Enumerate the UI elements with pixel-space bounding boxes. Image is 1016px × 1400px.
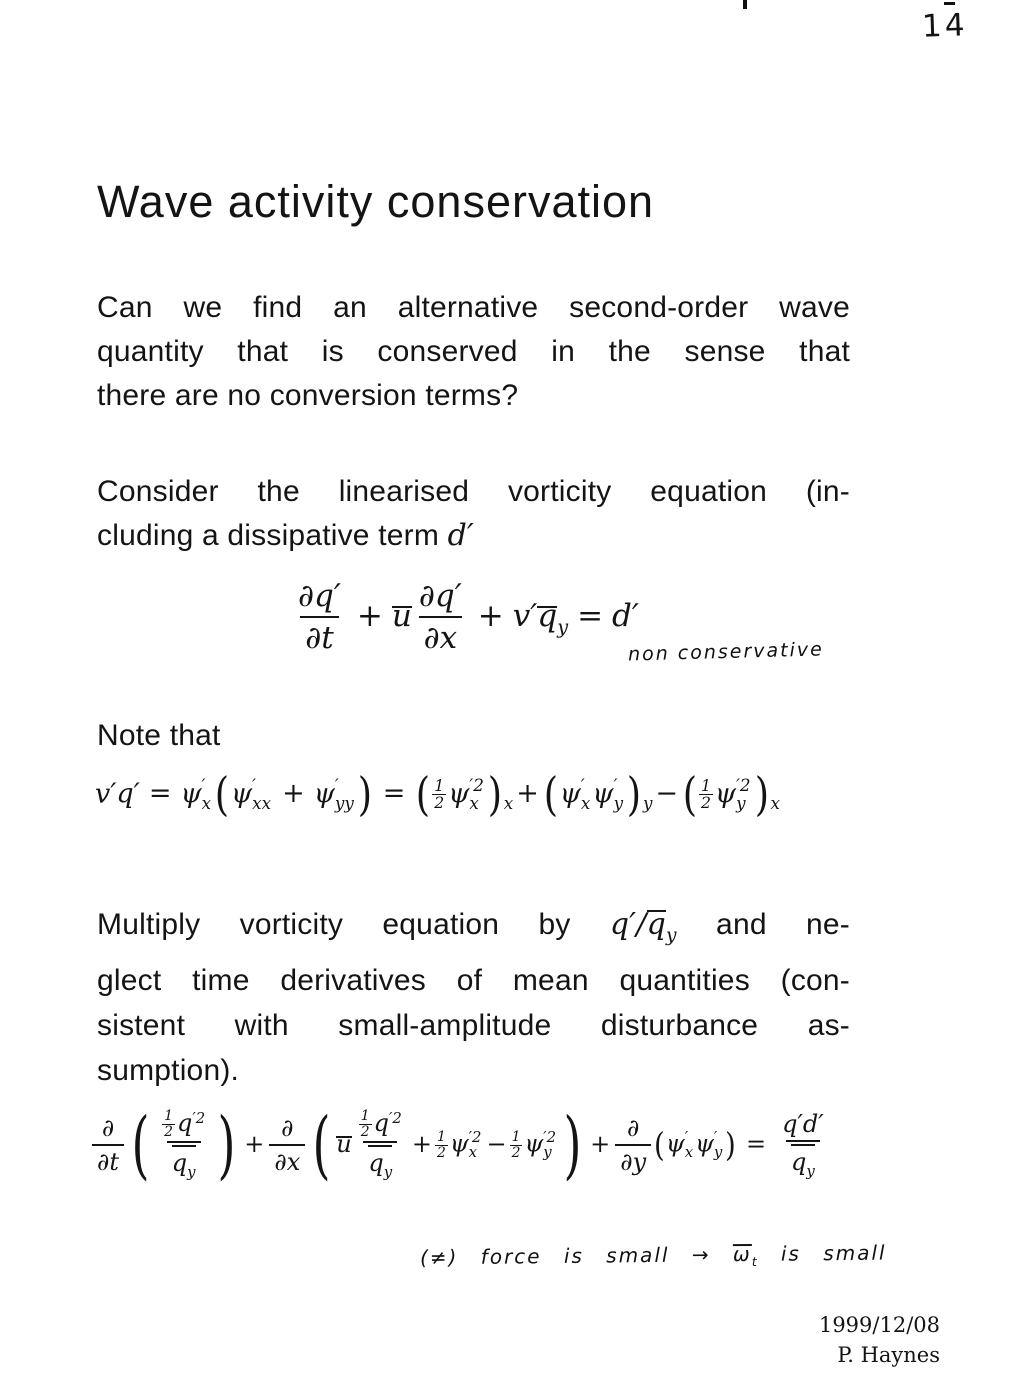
note-that-heading: Note that <box>97 719 221 752</box>
math-operator: + <box>411 1129 432 1158</box>
math-operator: + <box>244 1129 265 1158</box>
math-fraction <box>354 1109 407 1181</box>
math-subscript: y <box>806 1161 815 1180</box>
math-sub: y <box>736 792 746 813</box>
math-paren: ) <box>725 1126 737 1165</box>
math-operator: + <box>477 598 504 635</box>
math-psi: ψ <box>313 778 335 810</box>
math-sub: yy <box>334 792 354 813</box>
math-slash: / <box>636 907 647 942</box>
math-sup: ′ <box>713 1127 718 1146</box>
math-sup: ′ <box>201 775 206 796</box>
math-sup: ′ <box>252 775 256 796</box>
math-big-paren: ( <box>131 1101 150 1188</box>
text-line: sumption). <box>97 1054 240 1087</box>
text-fragment: cluding a dissipative term <box>97 519 448 552</box>
math-psi: ψ <box>180 778 202 810</box>
math-numerator: ∂ <box>627 1113 640 1142</box>
math-psi: ψ <box>695 1129 714 1158</box>
math-denominator: ∂x <box>419 616 463 657</box>
hand-prefix: (≠) <box>419 1245 459 1270</box>
math-fraction <box>157 1109 210 1181</box>
math-operator: = <box>745 1129 767 1158</box>
math-denominator: ∂y <box>615 1144 651 1177</box>
page-number: 14 <box>921 7 969 45</box>
hand-subscript: t <box>751 1253 759 1269</box>
math-numerator <box>354 1109 407 1141</box>
paragraph-consider <box>97 470 850 558</box>
hand-text: force is small <box>480 1242 670 1269</box>
text-line: sistent with small-amplitude disturbance as- <box>97 1009 850 1042</box>
text-line: Consider the linearised vorticity equation (in- <box>97 475 850 508</box>
math-operator: + <box>282 778 305 810</box>
math-sub: x <box>469 792 479 813</box>
equation-wave-activity <box>90 1101 831 1188</box>
math-numerator: 1 <box>360 1108 370 1125</box>
math-half <box>359 1109 372 1139</box>
math-fraction <box>414 578 467 657</box>
math-numerator: 1 <box>436 1129 446 1146</box>
math-numerator: 1 <box>434 776 445 796</box>
math-half <box>162 1109 175 1139</box>
text-line: Can we find an alternative second-order wave <box>97 291 850 324</box>
math-supsub <box>713 1127 723 1162</box>
math-psi: ψ <box>449 1129 469 1158</box>
math-subscript: y <box>383 1162 393 1181</box>
math-u-bar: u <box>391 598 412 635</box>
math-operator: + <box>356 598 383 635</box>
math-paren: ( <box>543 767 558 821</box>
math-operator: = <box>148 778 172 810</box>
math-numerator: 1 <box>511 1129 521 1146</box>
math-sub: x <box>468 1143 478 1162</box>
math-sup: ′2 <box>389 1108 402 1127</box>
math-supsub <box>202 777 211 812</box>
math-half <box>510 1130 523 1160</box>
math-v-prime: v′ <box>512 598 538 635</box>
math-q-bar: q <box>537 598 558 635</box>
math-operator: + <box>516 778 539 810</box>
math-operator: = <box>577 598 604 635</box>
math-numerator: q′d′ <box>782 1109 824 1138</box>
math-q: q <box>176 1109 193 1138</box>
math-big-paren: ) <box>217 1101 236 1188</box>
math-q-bar: q <box>647 902 666 947</box>
math-d-prime: d′ <box>612 598 639 635</box>
math-fraction <box>615 1114 651 1177</box>
math-operator: = <box>382 778 406 810</box>
math-sup: ′ <box>334 775 339 796</box>
math-psi: ψ <box>230 778 253 810</box>
scan-artifact-tick <box>743 0 747 9</box>
math-sup: ′ <box>684 1127 689 1146</box>
math-paren: ) <box>487 767 502 821</box>
footer-date: 1999/12/08 <box>818 1313 940 1337</box>
math-paren: ( <box>654 1126 665 1165</box>
text-fragment: Multiply vorticity equation by <box>97 908 610 941</box>
math-q: q <box>791 1147 807 1176</box>
math-sup: ′2 <box>736 775 751 796</box>
equation-identity <box>95 767 780 821</box>
paragraph-multiply <box>97 902 850 1093</box>
math-supsub <box>335 777 354 812</box>
text-line <box>97 902 850 958</box>
math-subscript: x <box>770 792 780 813</box>
math-subscript: y <box>642 792 653 813</box>
math-denominator <box>167 1141 201 1182</box>
math-q: q <box>373 1109 389 1138</box>
scan-artifact-dash <box>944 2 955 5</box>
math-half <box>432 778 446 812</box>
math-sub: y <box>543 1143 552 1162</box>
math-denominator: ∂t <box>92 1144 124 1177</box>
math-supsub <box>581 777 590 812</box>
math-sub: y <box>713 1143 723 1162</box>
math-psi: ψ <box>592 778 614 810</box>
math-psi: ψ <box>559 778 581 810</box>
math-q-prime: q′ <box>609 907 637 942</box>
math-psi: ψ <box>524 1129 544 1158</box>
math-supsub <box>614 777 623 812</box>
math-sup: ′ <box>613 775 618 796</box>
math-supsub <box>736 777 750 812</box>
math-sub: xx <box>252 792 272 813</box>
math-numerator: ∂ <box>281 1113 294 1142</box>
math-q: q <box>368 1148 384 1177</box>
math-paren: ( <box>682 767 698 821</box>
math-operator: − <box>486 1129 507 1158</box>
math-operator: + <box>590 1129 611 1158</box>
page-title: Wave activity conservation <box>97 176 655 227</box>
math-supsub <box>469 777 483 812</box>
math-denominator: ∂t <box>300 616 339 657</box>
text-line: there are no conversion terms? <box>97 379 519 412</box>
math-denominator: 2 <box>511 1144 521 1161</box>
math-paren: ) <box>754 767 769 821</box>
math-denominator <box>363 1141 397 1182</box>
math-half <box>435 1130 448 1160</box>
math-denominator <box>786 1140 820 1181</box>
paragraph-question <box>97 286 850 418</box>
math-sub: x <box>580 792 591 813</box>
math-qbar-group <box>172 1145 196 1182</box>
math-paren: ) <box>357 767 372 821</box>
math-sub: x <box>684 1143 694 1162</box>
math-denominator: 2 <box>434 793 445 813</box>
text-line <box>97 514 850 558</box>
math-operator: − <box>655 778 679 810</box>
math-denominator: 2 <box>164 1124 173 1141</box>
math-fraction <box>777 1110 829 1180</box>
math-q: q <box>171 1148 188 1177</box>
equation-linearised-vorticity <box>291 578 639 657</box>
math-fraction <box>92 1114 124 1177</box>
handwritten-annotation-nonconservative: non conservative <box>627 638 825 666</box>
math-supsub <box>252 777 271 812</box>
math-inline-d-prime: d′ <box>447 518 474 553</box>
handwritten-note-force-small <box>420 1241 887 1273</box>
arrow-icon: → <box>691 1242 711 1267</box>
text-fragment: and ne- <box>676 908 851 941</box>
math-numerator: ∂q′ <box>298 578 341 614</box>
math-sup: ′2 <box>543 1127 557 1146</box>
math-denominator: ∂x <box>269 1144 305 1177</box>
math-subscript: y <box>666 925 677 946</box>
math-sup: ′2 <box>469 775 484 796</box>
math-paren: ) <box>626 767 642 821</box>
math-qbar-group <box>368 1145 392 1182</box>
footer-credit <box>819 1310 940 1370</box>
math-sub: x <box>201 792 212 813</box>
math-fraction <box>293 578 346 657</box>
math-numerator: ∂ <box>101 1113 115 1142</box>
math-inline-q-over-qy <box>609 907 677 946</box>
math-subscript: y <box>557 615 569 639</box>
math-fraction <box>269 1114 305 1177</box>
math-denominator: 2 <box>700 793 711 813</box>
text-line: glect time derivatives of mean quantities (con- <box>97 964 850 997</box>
math-psi: ψ <box>665 1129 685 1158</box>
hand-symbol-bar: ω <box>732 1241 752 1267</box>
math-sub: y <box>613 792 624 813</box>
footer-author: P. Haynes <box>837 1343 940 1367</box>
hand-text: is small <box>780 1240 887 1266</box>
math-numerator: 1 <box>164 1108 173 1125</box>
math-numerator: 1 <box>700 776 711 796</box>
math-psi: ψ <box>714 778 737 810</box>
math-numerator: ∂q′ <box>418 578 462 614</box>
math-denominator: 2 <box>436 1144 446 1161</box>
math-sup: ′2 <box>468 1127 482 1146</box>
math-big-paren: ) <box>563 1101 582 1188</box>
math-big-paren: ( <box>312 1101 331 1188</box>
math-lhs: v′q′ <box>95 778 140 810</box>
math-qbar-group <box>791 1144 815 1181</box>
math-subscript: y <box>187 1162 196 1181</box>
math-supsub <box>684 1127 694 1162</box>
math-psi: ψ <box>448 778 470 810</box>
text-line: quantity that is conserved in the sense that <box>97 335 850 368</box>
math-supsub <box>468 1127 482 1162</box>
math-paren: ( <box>214 767 230 821</box>
math-half <box>699 778 713 812</box>
math-sup: ′ <box>580 775 585 796</box>
math-sup: ′2 <box>192 1108 206 1127</box>
math-paren: ( <box>416 767 431 821</box>
math-subscript: x <box>503 792 514 813</box>
math-denominator: 2 <box>360 1124 370 1141</box>
math-numerator <box>157 1109 210 1141</box>
math-u-bar: u <box>336 1129 352 1158</box>
math-supsub <box>543 1127 557 1162</box>
